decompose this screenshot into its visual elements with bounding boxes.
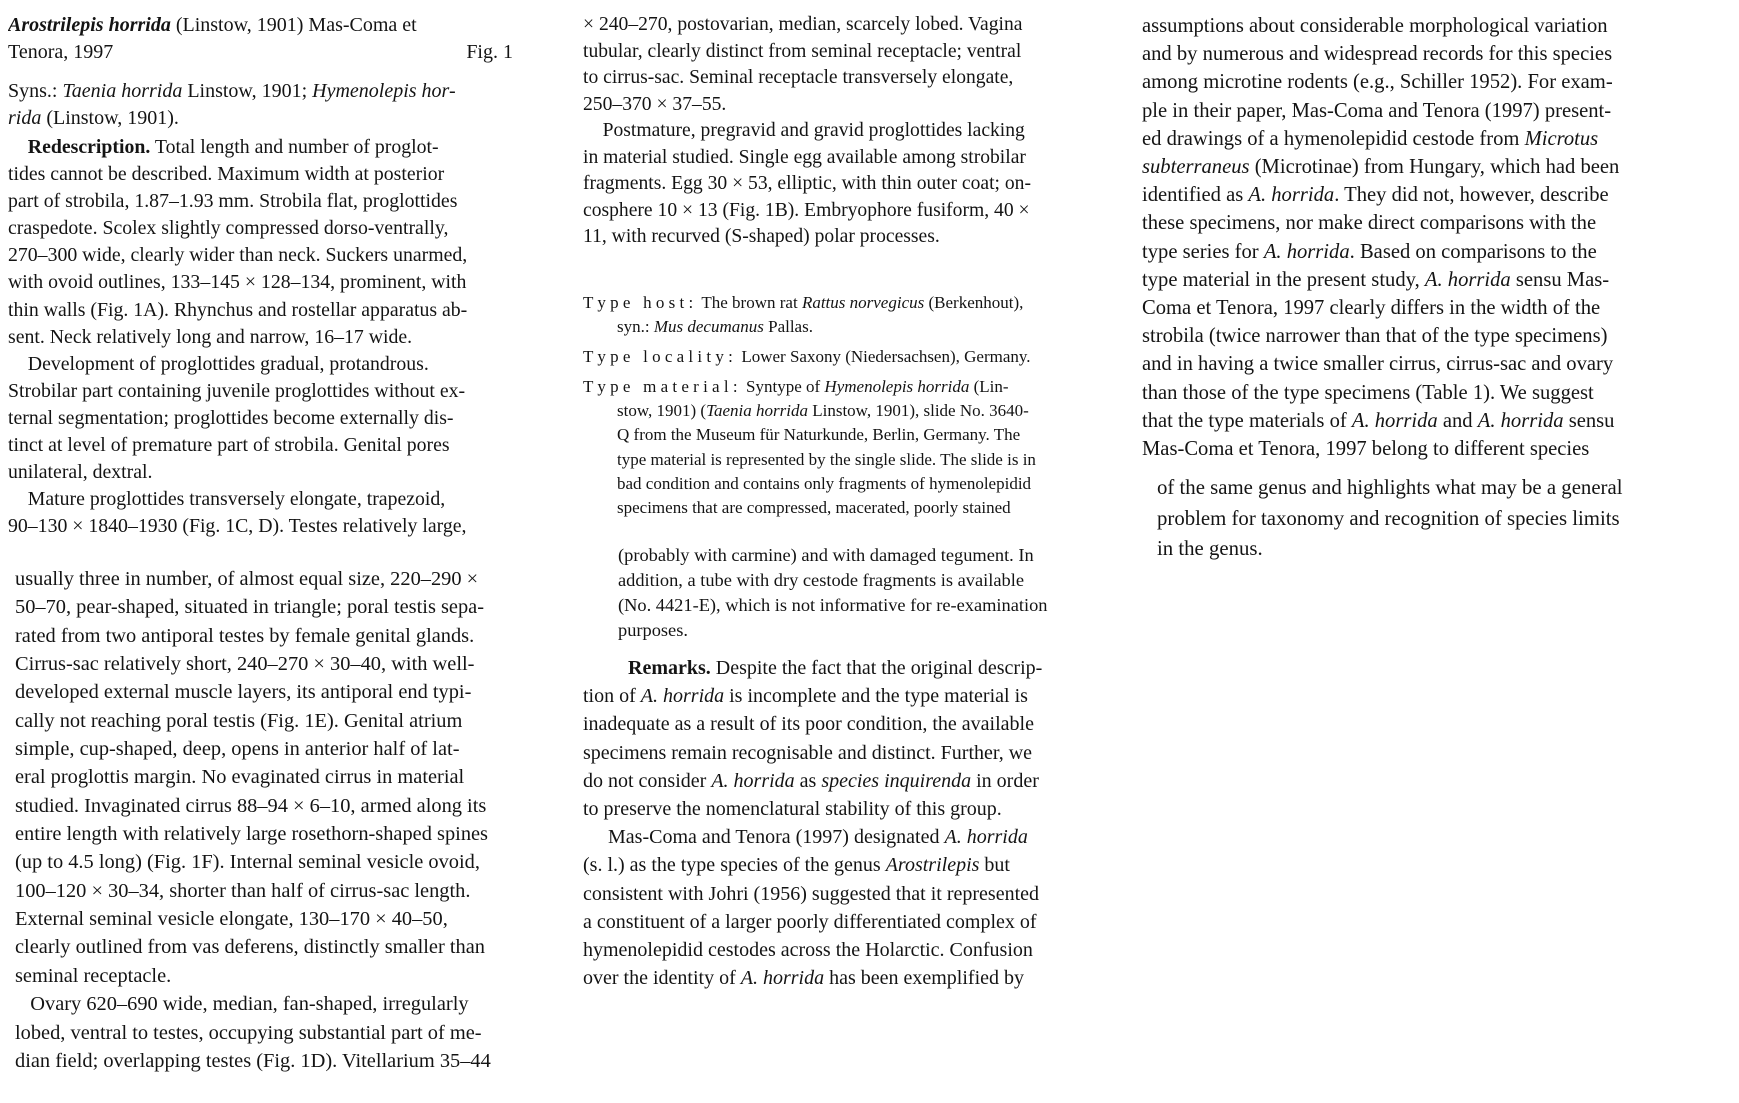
text-line: simple, cup-shaped, deep, opens in anterior half of lat- <box>15 738 460 761</box>
text-line: usually three in number, of almost equal size, 220–290 × <box>15 568 479 590</box>
text-line: and in having a twice smaller cirrus, cirrus-sac and ovary <box>1142 353 1614 376</box>
synonyms-paragraph <box>8 78 513 131</box>
figure-reference: Fig. 1 <box>466 41 513 63</box>
text-line: 50–70, pear-shaped, situated in triangle; poral testis sepa- <box>15 596 485 619</box>
text-line: strobila (twice narrower than that of the type specimens) <box>1142 325 1608 348</box>
text-line: 11, with recurved (S-shaped) polar processes. <box>583 226 940 247</box>
text-line: (s. l.) as the type species of the genus Arostrilepis but <box>583 854 1010 877</box>
text-line: ternal segmentation; proglottides become externally dis- <box>8 406 454 429</box>
text-line: tinct at level of premature part of strobila. Genital pores <box>8 434 450 457</box>
text-line: Coma et Tenora, 1997 clearly differs in the width of the <box>1142 297 1601 320</box>
text-line: Remarks. Despite the fact that the original descrip- <box>628 657 1043 679</box>
text-line: Development of proglottides gradual, protandrous. <box>8 352 429 375</box>
text-line: syn.: Mus decumanus Pallas. <box>583 317 813 337</box>
text-line: studied. Invaginated cirrus 88–94 × 6–10, armed along its <box>15 794 487 817</box>
species-heading-line2 <box>8 39 513 66</box>
text-line: sent. Neck relatively long and narrow, 16–17 wide. <box>8 325 413 348</box>
text-line: 250–370 × 37–55. <box>583 93 727 115</box>
text-line: dian field; overlapping testes (Fig. 1D). Vitellarium 35–44 <box>15 1049 491 1072</box>
text-line: (probably with carmine) and with damaged tegument. In <box>618 545 1034 565</box>
text-line: stow, 1901) (Taenia horrida Linstow, 1901), slide No. 3640- <box>583 401 1029 421</box>
text-line: than those of the type specimens (Table 1). We suggest <box>1142 381 1594 404</box>
discussion-paragraph <box>1142 12 1739 463</box>
text-line: assumptions about considerable morphological variation <box>1142 15 1608 37</box>
text-line: (up to 4.5 long) (Fig. 1F). Internal seminal vesicle ovoid, <box>15 851 480 874</box>
text-line: a constituent of a larger poorly differentiated complex of <box>583 910 1037 933</box>
type-locality-entry <box>583 345 1123 369</box>
text-line: in the genus. <box>1157 537 1263 560</box>
type-material-entry <box>583 375 1123 520</box>
text-line: with ovoid outlines, 133–145 × 128–134, prominent, with <box>8 271 467 294</box>
text-line: unilateral, dextral. <box>8 461 153 484</box>
text-line: Cirrus-sac relatively short, 240–270 × 30–40, with well- <box>15 653 475 676</box>
text-line: that the type materials of A. horrida and A. horrida sensu <box>1142 409 1615 432</box>
text-line: ple in their paper, Mas-Coma and Tenora (1997) present- <box>1142 99 1612 122</box>
text-line: 100–120 × 30–34, shorter than half of cirrus-sac length. <box>15 879 471 902</box>
text-line: eral proglottis margin. No evaginated cirrus in material <box>15 766 465 789</box>
text-line: T y p e l o c a l i t y : Lower Saxony (Niedersachsen), Germany. <box>583 347 1031 366</box>
text-line: among microtine rodents (e.g., Schiller 1952). For exam- <box>1142 71 1613 94</box>
text-line: External seminal vesicle elongate, 130–170 × 40–50, <box>15 908 448 931</box>
text-line: and by numerous and widespread records for this species <box>1142 43 1613 66</box>
column-right <box>1142 0 1739 1103</box>
text-line: inadequate as a result of its poor condition, the available <box>583 713 1034 736</box>
text-line: to preserve the nomenclatural stability of this group. <box>583 798 1002 821</box>
text-line: T y p e h o s t : The brown rat Rattus norvegicus (Berkenhout), <box>583 293 1024 312</box>
text-line: rida (Linstow, 1901). <box>8 106 179 129</box>
text-line: identified as A. horrida. They did not, however, describe <box>1142 184 1609 207</box>
text-line: fragments. Egg 30 × 53, elliptic, with thin outer coat; on- <box>583 173 1032 194</box>
heading-author-year: Tenora, 1997 <box>8 41 114 63</box>
text-line: hymenolepidid cestodes across the Holarctic. Confusion <box>583 939 1033 962</box>
text-line: craspedote. Scolex slightly compressed dorso-ventrally, <box>8 217 449 240</box>
remarks-paragraph <box>583 654 1123 992</box>
text-line: specimens that are compressed, macerated, poorly stained <box>583 498 1011 518</box>
text-line: Q from the Museum für Naturkunde, Berlin, Germany. The <box>583 425 1021 445</box>
text-line: part of strobila, 1.87–1.93 mm. Strobila flat, proglottides <box>8 190 458 213</box>
text-line: bad condition and contains only fragments of hymenolepidid <box>583 473 1032 493</box>
type-host-entry <box>583 291 1123 339</box>
discussion-continuation-paragraph <box>1157 473 1739 565</box>
text-line: cally not reaching poral testis (Fig. 1E). Genital atrium <box>15 709 463 732</box>
text-line: subterraneus (Microtinae) from Hungary, which had been <box>1142 156 1620 179</box>
text-line: ed drawings of a hymenolepidid cestode from Microtus <box>1142 127 1599 150</box>
text-line: Mas-Coma et Tenora, 1997 belong to different species <box>1142 438 1590 461</box>
redescription-paragraph <box>8 134 513 540</box>
text-line: addition, a tube with dry cestode fragments is available <box>618 570 1025 590</box>
text-line: these specimens, nor make direct comparisons with the <box>1142 212 1597 235</box>
morphology-paragraph <box>583 12 1123 251</box>
text-line: tion of A. horrida is incomplete and the type material is <box>583 685 1028 708</box>
text-line: in material studied. Single egg available among strobilar <box>583 146 1026 168</box>
text-line: Postmature, pregravid and gravid proglottides lacking <box>583 120 1025 141</box>
type-material-continuation <box>618 543 1123 643</box>
text-line: Redescription. Total length and number of proglot- <box>27 136 439 158</box>
text-line: Mature proglottides transversely elongate, trapezoid, <box>8 488 446 511</box>
text-line: Ovary 620–690 wide, median, fan-shaped, irregularly <box>15 993 469 1016</box>
text-line: do not consider A. horrida as species inquirenda in order <box>583 769 1039 792</box>
text-line: Mas-Coma and Tenora (1997) designated A. horrida <box>583 826 1028 849</box>
species-heading-line1: Arostrilepis horrida (Linstow, 1901) Mas-Coma et <box>8 14 417 36</box>
text-line: 90–130 × 1840–1930 (Fig. 1C, D). Testes relatively large, <box>8 515 467 538</box>
text-line: type material in the present study, A. horrida sensu Mas- <box>1142 268 1610 291</box>
text-line: to cirrus-sac. Seminal receptacle transversely elongate, <box>583 67 1014 88</box>
text-line: Strobilar part containing juvenile proglottides without ex- <box>8 379 466 402</box>
text-line: × 240–270, postovarian, median, scarcely lobed. Vagina <box>583 14 1023 35</box>
text-line: thin walls (Fig. 1A). Rhynchus and rostellar apparatus ab- <box>8 298 468 321</box>
text-line: type series for A. horrida. Based on comparisons to the <box>1142 240 1597 263</box>
text-line: specimens remain recognisable and distinct. Further, we <box>583 741 1033 764</box>
text-line: tides cannot be described. Maximum width at posterior <box>8 163 445 186</box>
text-line: consistent with Johri (1956) suggested that it represented <box>583 882 1040 905</box>
column-middle <box>583 0 1123 1103</box>
text-line: (No. 4421-E), which is not informative for re-examination <box>618 595 1048 615</box>
text-line: rated from two antiporal testes by female genital glands. <box>15 624 475 647</box>
text-line: tubular, clearly distinct from seminal receptacle; ventral <box>583 40 1022 62</box>
text-line: purposes. <box>618 620 688 640</box>
text-line: cosphere 10 × 13 (Fig. 1B). Embryophore fusiform, 40 × <box>583 199 1030 221</box>
text-line: over the identity of A. horrida has been exemplified by <box>583 967 1025 990</box>
text-line: T y p e m a t e r i a l : Syntype of Hymenolepis horrida (Lin- <box>583 377 1009 396</box>
redescription-continuation-paragraph <box>15 565 513 1075</box>
text-line: clearly outlined from vas deferens, distinctly smaller than <box>15 936 485 959</box>
text-line: entire length with relatively large rosethorn-shaped spines <box>15 823 488 846</box>
text-line: Syns.: Taenia horrida Linstow, 1901; Hymenolepis hor- <box>8 80 456 102</box>
text-line: problem for taxonomy and recognition of species limits <box>1157 506 1620 530</box>
text-line: 270–300 wide, clearly wider than neck. Suckers unarmed, <box>8 244 468 267</box>
species-heading <box>8 12 513 66</box>
text-line: of the same genus and highlights what may be a general <box>1157 476 1623 499</box>
text-line: seminal receptacle. <box>15 964 172 987</box>
text-line: type material is represented by the single slide. The slide is in <box>583 449 1036 469</box>
text-line: developed external muscle layers, its antiporal end typi- <box>15 681 472 704</box>
text-line: lobed, ventral to testes, occupying substantial part of me- <box>15 1021 482 1044</box>
column-left <box>8 0 513 1103</box>
